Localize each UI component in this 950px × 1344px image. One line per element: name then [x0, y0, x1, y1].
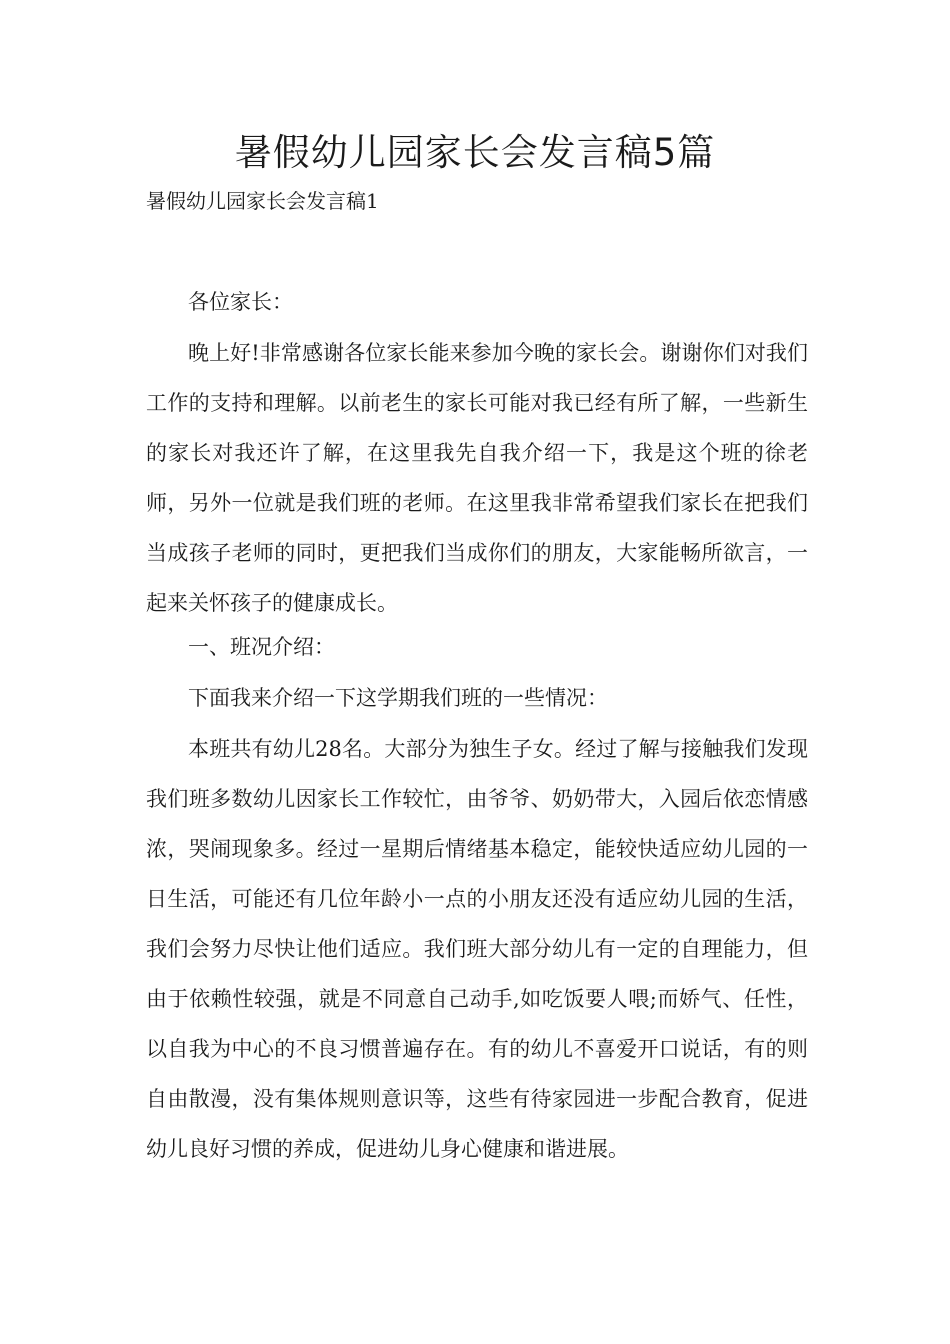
document-title: 暑假幼儿园家长会发言稿5篇 [234, 131, 716, 174]
document-subtitle: 暑假幼儿园家长会发言稿1 [146, 189, 379, 213]
paragraph-intro: 晚上好!非常感谢各位家长能来参加今晚的家长会。谢谢你们对我们工作的支持和理解。以前老生的家长可能对我已经有所了解，一些新生的家长对我还许了解，在这里我先自我介绍一下，我是这个班的徐老师，另外一位就是我们班的老师。在这里我非常希望我们家长在把我们当成孩子老师的同时，更把我们当成你们的朋友，大家能畅所欲言，一起来关怀孩子的健康成长。 [146, 341, 808, 615]
paragraph-class-details: 本班共有幼儿28名。大部分为独生子女。经过了解与接触我们发现我们班多数幼儿因家长工作较忙，由爷爷、奶奶带大，入园后依恋情感浓，哭闹现象多。经过一星期后情绪基本稳定，能较快适应幼儿园的一日生活，可能还有几位年龄小一点的小朋友还没有适应幼儿园的生活，我们会努力尽快让他们适应。我们班大部分幼儿有一定的自理能力，但由于依赖性较强，就是不同意自己动手,如吃饭要人喂;而娇气、任性，以自我为中心的不良习惯普遍存在。有的幼儿不喜爱开口说话，有的则自由散漫，没有集体规则意识等，这些有待家园进一步配合教育，促进幼儿良好习惯的养成，促进幼儿身心健康和谐进展。 [146, 737, 808, 1161]
document-body [146, 283, 808, 1174]
paragraph-greeting: 各位家长： [188, 290, 293, 314]
paragraph-section-heading: 一、班况介绍： [188, 635, 335, 659]
paragraph-lead: 下面我来介绍一下这学期我们班的一些情况： [188, 686, 608, 710]
